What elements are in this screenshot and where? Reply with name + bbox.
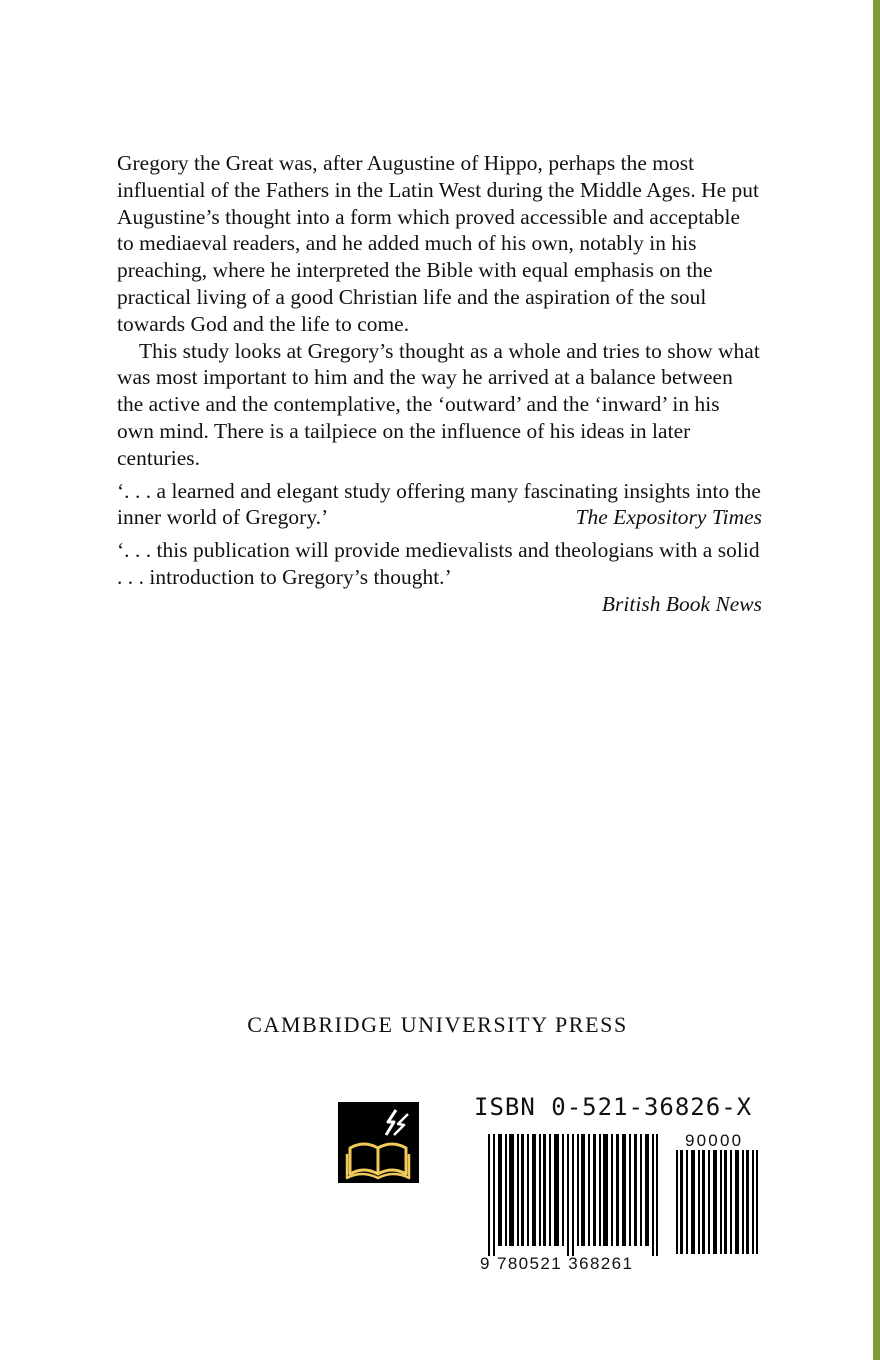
blurb [117,150,762,618]
review-quote-1 [117,478,762,532]
open-book-logo-icon [338,1102,419,1183]
addon-barcode-bars [676,1150,758,1254]
barcode [480,1132,765,1277]
ean-digits: 9 780521 368261 [480,1254,634,1273]
ean-barcode-bars [488,1134,658,1256]
publisher-name: CAMBRIDGE UNIVERSITY PRESS [247,1012,628,1037]
review-source-1: The Expository Times [575,505,762,530]
review-quote-1-text: ‘. . . a learned and elegant study offering many fascinating insights into the inner world of Gregory.’ [117,478,761,530]
review-quote-2-text: ‘. . . this publication will provide medievalists and theologians with a solid . . . introduction to Gregory’s thought.’ [117,538,760,589]
review-quote-2 [117,537,762,591]
spine-edge [873,0,880,1360]
blurb-paragraph-1: Gregory the Great was, after Augustine of Hippo, perhaps the most influential of the Fathers in the Latin West during the Middle Ages. He put Augustine’s thought into a form which proved accessible and acceptable to mediaeval readers, and he added much of his own, notably in his preaching, where he interpreted the Bible with equal emphasis on the practical living of a good Christian life and the aspiration of the soul towards God and the life to come. [117,151,760,336]
review-source-2: British Book News [601,591,762,616]
blurb-paragraph-2: This study looks at Gregory’s thought as a whole and tries to show what was most important to him and the way he arrived at a balance between the active and the contemplative, the ‘outward’ and the ‘inward’ in his own mind. There is a tailpiece on the influence of his ideas in later centuries. [117,338,760,470]
addon-digits: 90000 [685,1131,744,1150]
isbn-label: ISBN 0-521-36826-X [474,1093,753,1121]
